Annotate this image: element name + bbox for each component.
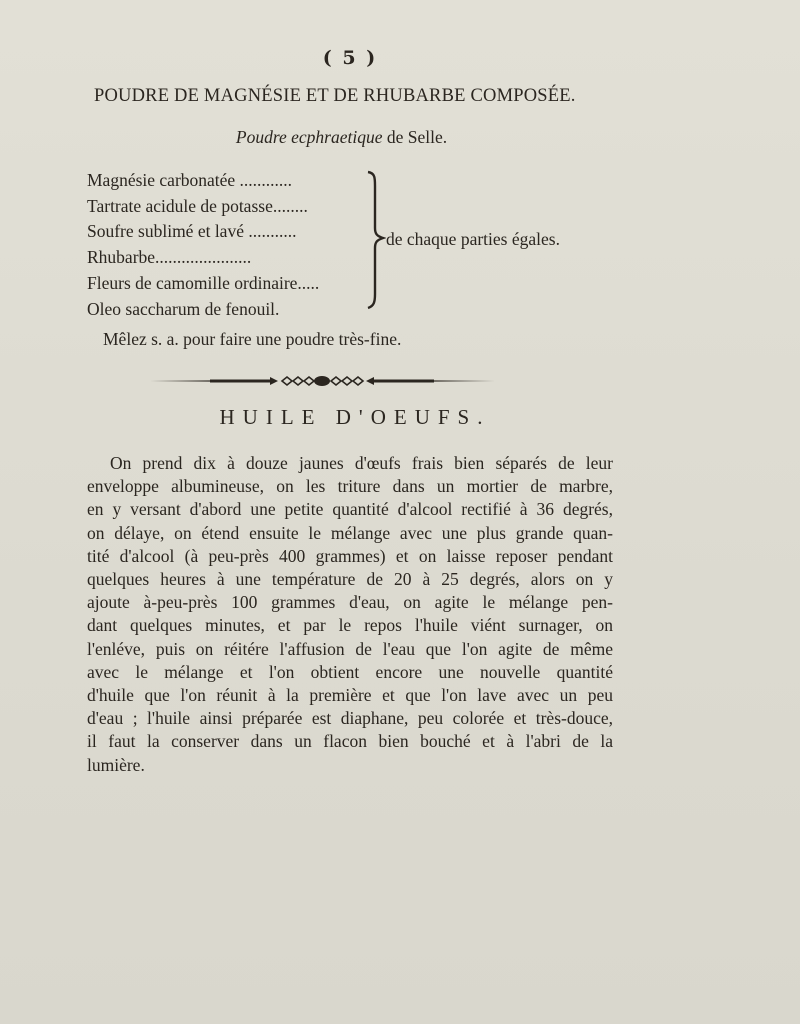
subtitle-rest: de Selle. — [382, 127, 448, 147]
section-title-magnesia-rhubarb: POUDRE DE MAGNÉSIE ET DE RHUBARBE COMPOSÉE. — [94, 86, 576, 106]
ingredient-item: Rhubarbe...................... — [87, 247, 252, 268]
brace-label: de chaque parties égales. — [386, 229, 560, 249]
section-subtitle — [0, 127, 683, 148]
paragraph-line: tité d'alcool (à peu-près 400 grammes) et on laisse reposer pendant — [87, 545, 613, 566]
paragraph-line: ajoute à-peu-près 100 grammes d'eau, on agite le mélange pen- — [87, 592, 613, 613]
section-title-huile-oeufs: HUILE D'OEUFS. — [219, 405, 491, 429]
paragraph-line: quelques heures à une température de 20 à 25 degrés, alors on y — [87, 569, 613, 590]
curly-brace — [362, 170, 386, 310]
subtitle-italic: Poudre ecphraetique — [235, 127, 383, 147]
paragraph-line: l'enléve, puis on réitére l'affusion de l'eau que l'on agite de même — [87, 638, 613, 659]
ingredient-list — [87, 168, 319, 322]
page-number: ( 5 ) — [322, 47, 378, 69]
paragraph-line: lumière. — [87, 754, 145, 775]
paragraph-line: dant quelques minutes, et par le repos l'huile viént surnager, on — [87, 615, 613, 636]
ingredient-item: Tartrate acidule de potasse........ — [87, 195, 308, 216]
ornament-divider — [150, 374, 495, 388]
paragraph-line: d'eau ; l'huile ainsi préparée est diaphane, peu colorée et très-douce, — [87, 708, 613, 729]
paragraph-line: en y versant d'abord une petite quantité d'alcool rectifié à 36 degrés, — [87, 499, 613, 520]
recipe-paragraph — [87, 452, 613, 777]
ingredient-item: Magnésie carbonatée ............ — [87, 170, 293, 190]
instruction-text: Mêlez s. a. pour faire une poudre très-fine. — [103, 329, 402, 349]
paragraph-line: avec le mélange et l'on obtient encore une nouvelle quantité — [87, 661, 613, 682]
paragraph-line: il faut la conserver dans un flacon bien bouché et à l'abri de la — [87, 731, 613, 752]
paragraph-line: enveloppe albumineuse, on les triture dans un mortier de marbre, — [87, 476, 613, 497]
ingredient-item: Oleo saccharum de fenouil. — [87, 298, 280, 319]
paragraph-line: On prend dix à douze jaunes d'œufs frais bien séparés de leur — [110, 453, 613, 473]
ingredient-item: Soufre sublimé et lavé ........... — [87, 221, 297, 242]
ingredient-item: Fleurs de camomille ordinaire..... — [87, 272, 320, 293]
paragraph-line: on délaye, on étend ensuite le mélange avec une plus grande quan- — [87, 522, 613, 543]
paragraph-line: d'huile que l'on réunit à la première et que l'on lave avec un peu — [87, 685, 613, 706]
